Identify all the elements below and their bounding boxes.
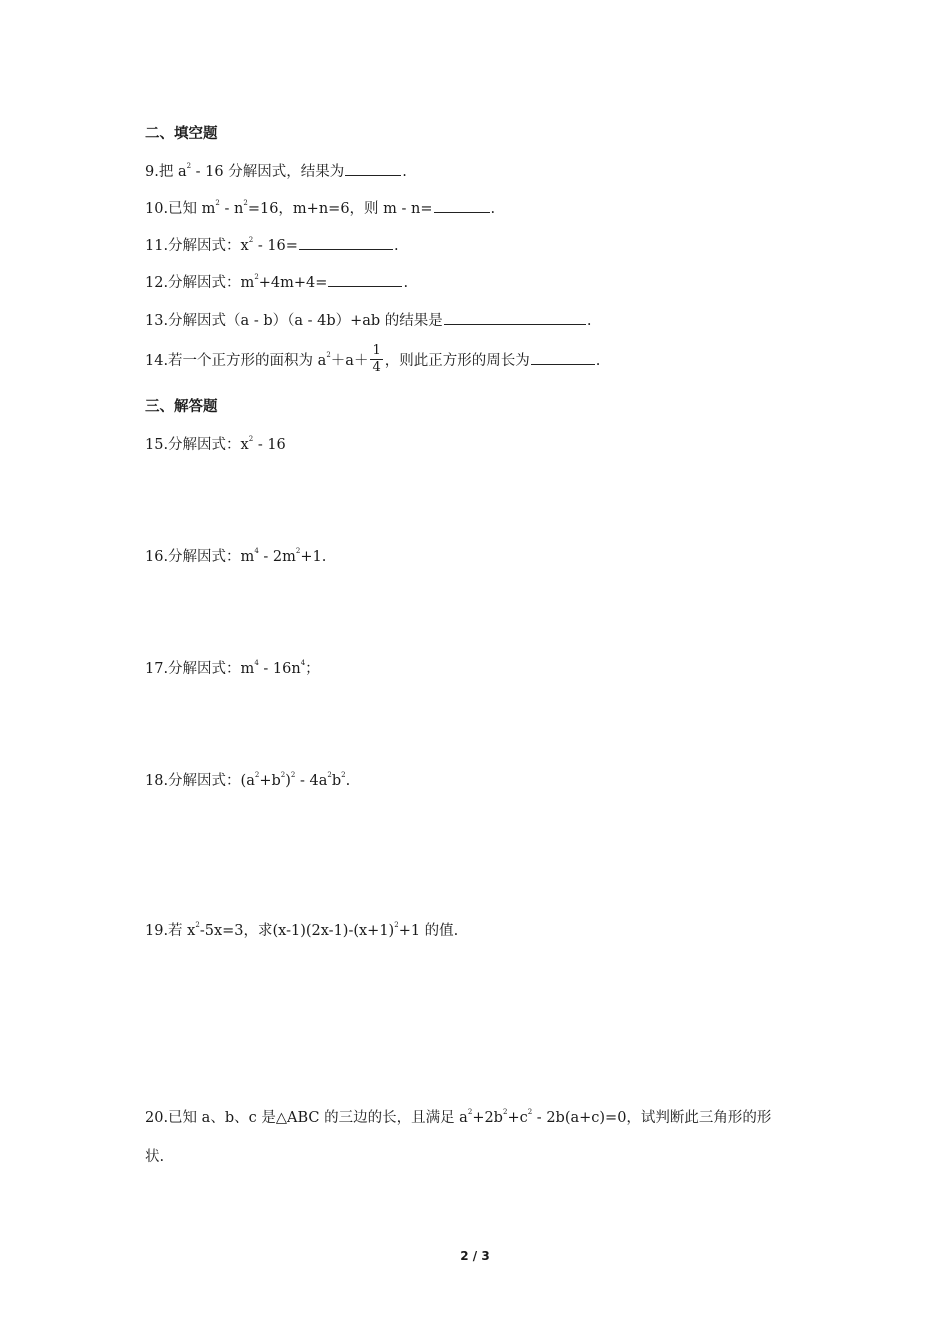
question-9: 9.把 $a^2 - 16$ 分解因式，结果为 . xyxy=(145,162,407,180)
section-heading-answer: 三、解答题 xyxy=(145,399,218,415)
answer-blank[interactable] xyxy=(434,198,490,213)
question-18: 18.分解因式：$(a^2+b^2)^2 - 4a^2b^2$. xyxy=(145,771,351,789)
page-number: 2 / 3 xyxy=(460,1249,490,1263)
question-19: 19.若 $x^2-5x=3$，求$(x-1)(2x-1)-(x+1)^2+1$ 的值. xyxy=(145,921,459,939)
question-14: 14.若一个正方形的面积为 $a^2+a+$ $\frac{1}{4}$ ，则此正方形的周长为 . xyxy=(145,342,601,375)
answer-blank[interactable] xyxy=(345,161,401,176)
question-20: 20.已知 a、b、c 是△ABC 的三边的长，且满足 $a^2+2b^2+c^2 - 2b(a+c)=0$，试判断此三角形的形 xyxy=(145,1108,772,1126)
answer-blank[interactable] xyxy=(328,272,402,287)
question-10: 10.已知 $m^2 - n^2=16$，m+n=6，则 m - n= . xyxy=(145,199,496,217)
question-20-continuation: 状. xyxy=(145,1149,165,1165)
answer-blank[interactable] xyxy=(531,350,595,365)
question-12: 12.分解因式：$m^2+4m+4=$ . xyxy=(145,273,409,291)
section-heading-fill-in: 二、填空题 xyxy=(145,126,218,142)
question-13: 13.分解因式（a - b）（a - 4b）+ab 的结果是 . xyxy=(145,310,591,331)
answer-blank[interactable] xyxy=(444,310,586,325)
answer-blank[interactable] xyxy=(299,235,393,250)
question-17: 17.分解因式：$m^4 - 16n^4$； xyxy=(145,659,320,677)
question-16: 16.分解因式：$m^4 - 2m^2+1$. xyxy=(145,547,327,565)
question-11: 11.分解因式：$x^2 - 16=$ . xyxy=(145,236,399,254)
question-15: 15.分解因式：$x^2 - 16$ xyxy=(145,435,286,453)
fraction-one-quarter: $\frac{1}{4}$ xyxy=(372,342,381,375)
